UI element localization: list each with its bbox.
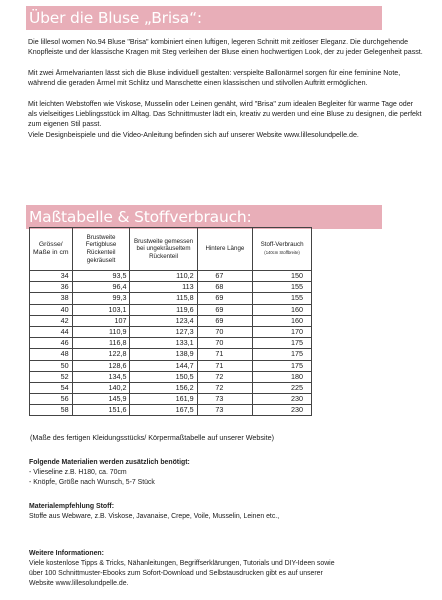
bust-ungathered-cell: 133,1 xyxy=(130,338,197,349)
size-table xyxy=(29,227,312,416)
fabric-usage-cell: 155 xyxy=(253,282,312,293)
bust-ungathered-cell: 150,5 xyxy=(130,371,197,382)
bust-gathered-cell: 93,5 xyxy=(72,271,130,282)
size-cell: 56 xyxy=(30,394,73,405)
fabric-title: Materialempfehlung Stoff: xyxy=(29,503,114,510)
fabric-usage-cell: 175 xyxy=(253,349,312,360)
header-size: Grösse/ Maße in cm xyxy=(30,228,73,271)
table-row xyxy=(30,371,312,382)
fabric-usage-cell: 175 xyxy=(253,360,312,371)
size-cell: 40 xyxy=(30,304,73,315)
bust-gathered-cell: 122,8 xyxy=(72,349,130,360)
bust-gathered-cell: 110,9 xyxy=(72,326,130,337)
bust-ungathered-cell: 156,2 xyxy=(130,382,197,393)
size-cell: 42 xyxy=(30,315,73,326)
bust-gathered-cell: 134,5 xyxy=(72,371,130,382)
size-table-header-row xyxy=(30,228,312,271)
size-cell: 46 xyxy=(30,338,73,349)
fabric-text: Stoffe aus Webware, z.B. Viskose, Javanaise, Crepe, Voile, Musselin, Leinen etc., xyxy=(29,513,280,520)
bust-ungathered-cell: 110,2 xyxy=(130,271,197,282)
bust-ungathered-cell: 127,3 xyxy=(130,326,197,337)
intro-text xyxy=(28,37,424,140)
bust-ungathered-cell: 144,7 xyxy=(130,360,197,371)
table-row xyxy=(30,304,312,315)
fabric-usage-cell: 150 xyxy=(253,271,312,282)
header-back-length: Hintere Länge xyxy=(197,228,253,271)
bust-gathered-cell: 99,3 xyxy=(72,293,130,304)
bust-gathered-cell: 107 xyxy=(72,315,130,326)
size-table-body xyxy=(30,271,312,416)
back-length-cell: 67 xyxy=(197,271,253,282)
header-bust-ungathered: Brustweite gemessen bei ungekräuseltem Rückenteil xyxy=(130,228,197,271)
info-title: Weitere Informationen: xyxy=(29,550,104,557)
header-fabric-width-note: (140cm Stoffbreite) xyxy=(264,250,300,255)
fabric-usage-cell: 175 xyxy=(253,338,312,349)
table-row xyxy=(30,405,312,416)
materials-title: Folgende Materialien werden zusätzlich benötigt: xyxy=(29,459,190,466)
fabric-usage-cell: 170 xyxy=(253,326,312,337)
size-cell: 54 xyxy=(30,382,73,393)
size-cell: 36 xyxy=(30,282,73,293)
size-cell: 44 xyxy=(30,326,73,337)
bust-ungathered-cell: 138,9 xyxy=(130,349,197,360)
intro-paragraph-4: Viele Designbeispiele und die Video-Anleitung befinden sich auf unserer Website www.lillesolundpelle.de. xyxy=(28,130,359,139)
table-row xyxy=(30,315,312,326)
size-cell: 38 xyxy=(30,293,73,304)
fabric-usage-cell: 225 xyxy=(253,382,312,393)
back-length-cell: 69 xyxy=(197,304,253,315)
size-cell: 34 xyxy=(30,271,73,282)
back-length-cell: 70 xyxy=(197,338,253,349)
materials-item: - Knöpfe, Größe nach Wunsch, 5-7 Stück xyxy=(29,479,155,486)
back-length-cell: 72 xyxy=(197,371,253,382)
info-line: über 100 Schnittmuster-Ebooks zum Sofort-Download und Selbstausdrucken gibt es auf unserer xyxy=(29,570,323,577)
bust-gathered-cell: 140,2 xyxy=(72,382,130,393)
section-header-about: Über die Bluse „Brisa“: xyxy=(26,6,382,30)
size-cell: 50 xyxy=(30,360,73,371)
materials-section xyxy=(29,458,190,488)
table-row xyxy=(30,326,312,337)
table-row xyxy=(30,282,312,293)
info-line: Website www.lillesolundpelle.de. xyxy=(29,580,129,587)
back-length-cell: 71 xyxy=(197,360,253,371)
bust-ungathered-cell: 113 xyxy=(130,282,197,293)
size-cell: 48 xyxy=(30,349,73,360)
bust-gathered-cell: 145,9 xyxy=(72,394,130,405)
size-cell: 52 xyxy=(30,371,73,382)
table-row xyxy=(30,271,312,282)
table-row xyxy=(30,360,312,371)
size-cell: 58 xyxy=(30,405,73,416)
back-length-cell: 69 xyxy=(197,315,253,326)
info-section xyxy=(29,549,335,589)
bust-gathered-cell: 103,1 xyxy=(72,304,130,315)
fabric-usage-cell: 155 xyxy=(253,293,312,304)
table-row xyxy=(30,382,312,393)
table-row xyxy=(30,293,312,304)
bust-ungathered-cell: 123,4 xyxy=(130,315,197,326)
back-length-cell: 68 xyxy=(197,282,253,293)
materials-item: - Vlieseline z.B. H180, ca. 70cm xyxy=(29,469,127,476)
back-length-cell: 69 xyxy=(197,293,253,304)
bust-gathered-cell: 128,6 xyxy=(72,360,130,371)
bust-gathered-cell: 96,4 xyxy=(72,282,130,293)
back-length-cell: 71 xyxy=(197,349,253,360)
fabric-usage-cell: 230 xyxy=(253,394,312,405)
table-row xyxy=(30,338,312,349)
fabric-usage-cell: 160 xyxy=(253,315,312,326)
table-row xyxy=(30,394,312,405)
intro-paragraph-1: Die lillesol women No.94 Bluse "Brisa" kombiniert einen luftigen, legeren Schnitt mit zeitloser Eleganz. Die durchgehende Knopfleiste und der klassische Kragen mit Steg verleihen der Bluse einen hochwertigen Look, der zu jeder Gelegenheit passt. xyxy=(28,38,423,57)
back-length-cell: 73 xyxy=(197,405,253,416)
back-length-cell: 72 xyxy=(197,382,253,393)
fabric-usage-cell: 160 xyxy=(253,304,312,315)
info-line: Viele kostenlose Tipps & Tricks, Nähanleitungen, Begriffserklärungen, Tutorials und DIY-Ideen sowie xyxy=(29,560,335,567)
header-bust-gathered: Brustweite Fertigbluse Rückenteil gekräuselt xyxy=(72,228,130,271)
header-fabric-usage xyxy=(253,228,312,271)
header-fabric-usage-label: Stoff-Verbrauch xyxy=(260,241,304,249)
table-row xyxy=(30,349,312,360)
fabric-usage-cell: 180 xyxy=(253,371,312,382)
bust-gathered-cell: 116,8 xyxy=(72,338,130,349)
bust-ungathered-cell: 161,9 xyxy=(130,394,197,405)
bust-ungathered-cell: 115,8 xyxy=(130,293,197,304)
table-footnote: (Maße des fertigen Kleidungsstücks/ Körpermaßtabelle auf unserer Website) xyxy=(30,433,274,442)
bust-ungathered-cell: 119,6 xyxy=(130,304,197,315)
intro-paragraph-3: Mit leichten Webstoffen wie Viskose, Musselin oder Leinen genäht, wird "Brisa" zum idealen Begleiter für warme Tage oder als vielseitiges Lieblingsstück im Alltag. Das Schnittmuster lädt ein, kreativ zu werden und eine Bluse zu designen, die perfekt zum eigenen Stil passt. xyxy=(28,99,422,129)
back-length-cell: 70 xyxy=(197,326,253,337)
fabric-usage-cell: 230 xyxy=(253,405,312,416)
fabric-section xyxy=(29,502,279,522)
back-length-cell: 73 xyxy=(197,394,253,405)
intro-paragraph-2: Mit zwei Ärmelvarianten lässt sich die Bluse individuell gestalten: verspielte Ballonärmel sorgen für eine feminine Note, während die geraden Ärmel mit Schlitz und Manschette einen klassischen und stilvollen Auftritt ermöglichen. xyxy=(28,68,401,88)
section-header-size-table: Maßtabelle & Stoffverbrauch: xyxy=(26,205,382,229)
bust-gathered-cell: 151,6 xyxy=(72,405,130,416)
bust-ungathered-cell: 167,5 xyxy=(130,405,197,416)
